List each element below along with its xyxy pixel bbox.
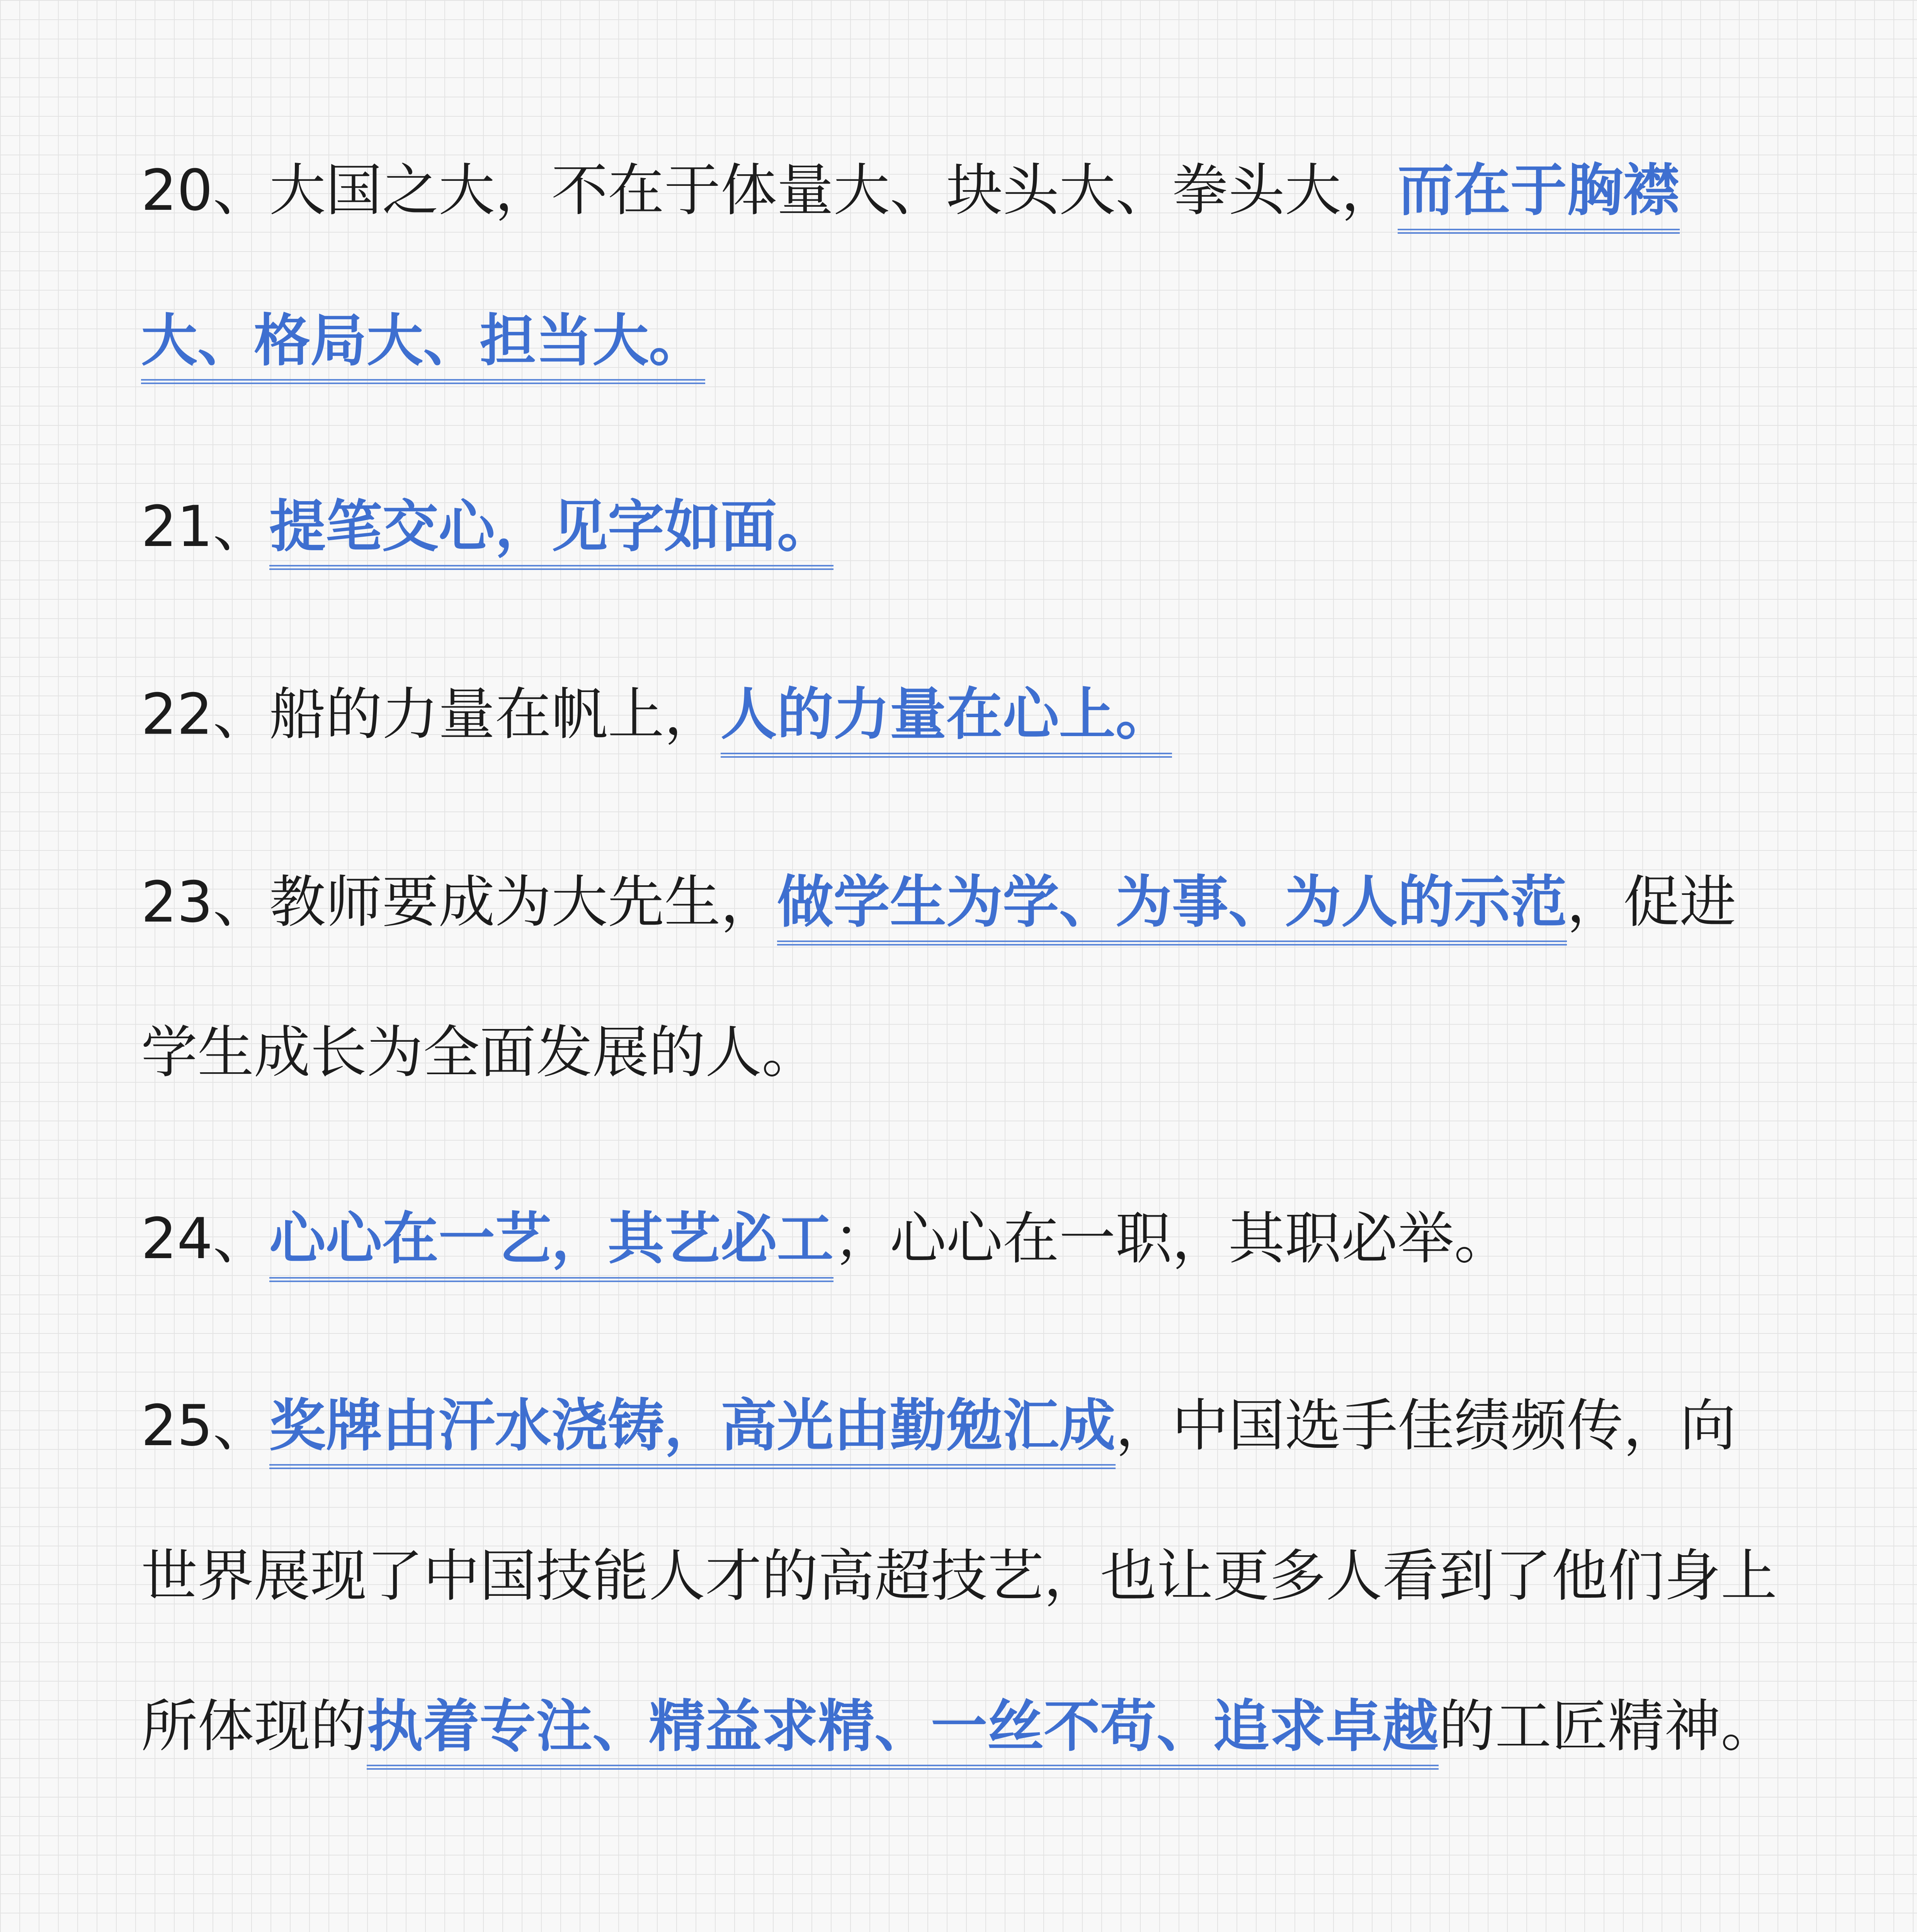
quote-text: ，中国选手佳绩频传，向世界展现了中国技能人才的高超技艺，也让更多人看到了他们身上所体现的 [141,1393,1777,1759]
highlighted-phrase: 奖牌由汗水浇铸，高光由勤勉汇成 [269,1393,1116,1469]
quote-text: 的工匠精神。 [1439,1694,1777,1759]
highlighted-phrase: 而在于胸襟大、格局大、担当大。 [141,158,1680,384]
quote-item-21 [141,452,1787,602]
quote-item-23 [141,827,1787,1128]
quote-text: 21、 [141,494,269,560]
quote-item-20 [141,116,1787,416]
quote-item-24 [141,1164,1787,1314]
quote-text: 23、教师要成为大先生， [141,869,777,935]
quote-item-25 [141,1351,1787,1802]
quote-text: ；心心在一职，其职必举。 [833,1206,1510,1272]
quote-text: ，促进学生成长为全面发展的人。 [141,869,1736,1085]
quote-item-22 [141,639,1787,790]
quote-text: 20、大国之大，不在于体量大、块头大、拳头大， [141,158,1398,223]
quote-text: 24、 [141,1206,269,1272]
highlighted-phrase: 执着专注、精益求精、一丝不苟、追求卓越 [367,1694,1439,1770]
highlighted-phrase: 人的力量在心上。 [721,682,1172,758]
quote-text: 22、船的力量在帆上， [141,682,721,747]
highlighted-phrase: 心心在一艺，其艺必工 [269,1206,833,1282]
highlighted-phrase: 提笔交心，见字如面。 [269,494,833,570]
quote-text: 25、 [141,1393,269,1459]
highlighted-phrase: 做学生为学、为事、为人的示范 [777,869,1567,946]
